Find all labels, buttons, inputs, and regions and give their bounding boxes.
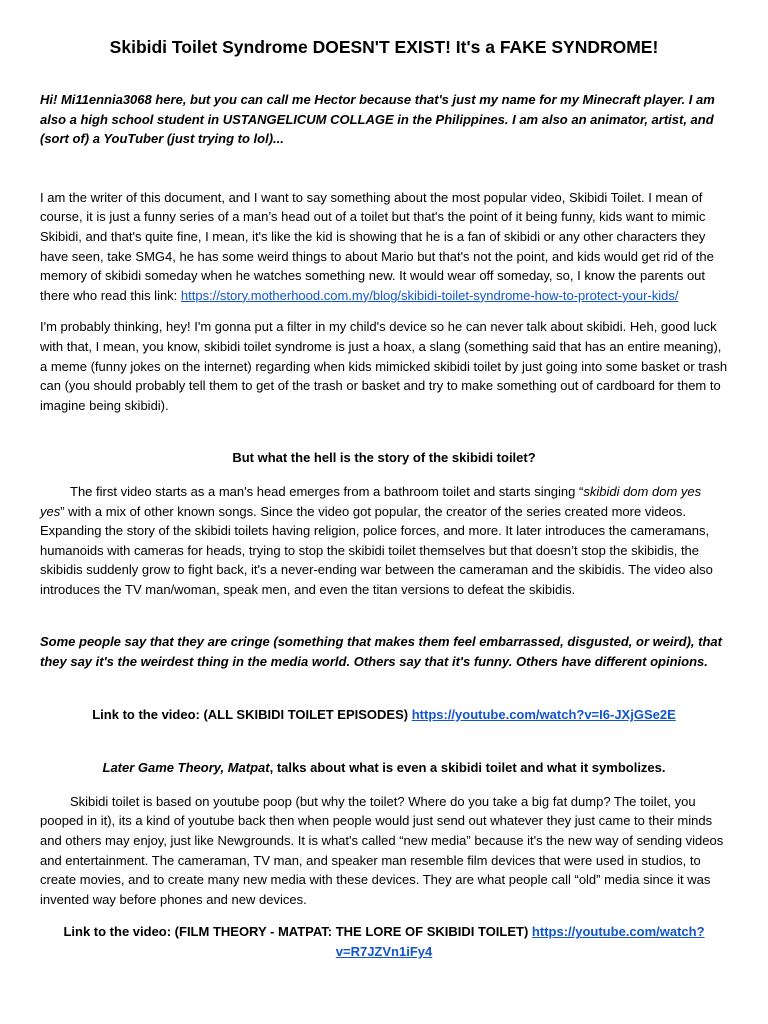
filter-paragraph: I'm probably thinking, hey! I'm gonna put a filter in my child's device so he can never talk about skibidi. Heh, good luck with that, I mean, you know, skibidi toilet syndrome is just a hoax, a slang (something said that has an entire meaning), a meme (funny jokes on the internet) regarding when kids mimicked skibidi toilet by just going into some basket or trash can (you should probably tell them to get of the trash or basket and try to make something out of cardboard for them to imagine being skibidi).	[40, 319, 728, 413]
song-lyric: skibidi dom dom yes yes	[40, 483, 702, 519]
video-link-film-theory-label: Link to the video: (FILM THEORY - MATPAT: THE LORE OF SKIBIDI TOILET)	[63, 924, 532, 940]
writer-paragraph	[40, 188, 728, 306]
episodes-video-link[interactable]: https://youtube.com/watch?v=I6-JXjGSe2E	[411, 706, 676, 722]
opinions-paragraph: Some people say that they are cringe (something that makes them feel embarrassed, disgusted, or weird), that they say it's the weirdest thing in the media world. Others say that it's funny. Others have different opinions.	[40, 634, 722, 670]
story-text-before: The first video starts as a man's head emerges from a bathroom toilet and starts singing “	[70, 483, 584, 499]
motherhood-article-link[interactable]: https://story.motherhood.com.my/blog/skibidi-toilet-syndrome-how-to-protect-your-kids/	[180, 287, 679, 303]
video-link-film-theory	[40, 922, 728, 961]
intro-paragraph: Hi! Mi11ennia3068 here, but you can call me Hector because that's just my name for my Minecraft player. I am also a high school student in USTANGELICUM COLLAGE in the Philippines. I am also an animator, artist, and (sort of) a YouTuber (just trying to lol)...	[40, 92, 715, 147]
writer-paragraph-text: I am the writer of this document, and I want to say something about the most popular video, Skibidi Toilet. I mean of course, it is just a funny series of a man’s head out of a toilet but that's the point of it being funny, kids want to mimic Skibidi, and that's quite fine, I mean, it's like the kid is showing that he is a fan of skibidi or any other characters they have seen, take SMG4, he has some weird things to about Mario but that's not the point, and kids would get rid of the memory of skibidi someday when he watches something new. It would wear off someday, so, I know the parents out there who read this link:	[40, 189, 714, 303]
video-link-episodes	[40, 705, 728, 725]
game-theory-rest: , talks about what is even a skibidi toilet and what it symbolizes.	[269, 760, 666, 776]
film-theory-link-part1: https://youtube.com/watch?	[531, 924, 705, 940]
film-theory-link-part2: v=R7JZVn1iFy4	[335, 944, 433, 959]
story-paragraph	[40, 482, 728, 600]
game-theory-heading	[40, 758, 728, 778]
video-link-episodes-label: Link to the video: (ALL SKIBIDI TOILET EPISODES)	[92, 706, 412, 722]
youtube-poop-paragraph: Skibidi toilet is based on youtube poop (but why the toilet? Where do you take a big fat dump? The toilet, you pooped in it), its a kind of youtube back then when people would just send out whatever they just came to their minds and others may enjoy, just like Newgrounds. It is what's called “new media” because it's the new way of sending videos and entertainment. The cameraman, TV man, and speaker man resemble film devices that were used in studios, to create movies, and to create many new media with these devices. They are what people call “old” media since it was invented way before phones and new devices.	[40, 793, 724, 907]
document-title: Skibidi Toilet Syndrome DOESN'T EXIST! It's a FAKE SYNDROME!	[109, 37, 659, 57]
story-heading: But what the hell is the story of the skibidi toilet?	[232, 450, 536, 466]
game-theory-name: Later Game Theory, Matpat	[102, 760, 270, 776]
story-text-after: ” with a mix of other known songs. Since the video got popular, the creator of the series created more videos. Expanding the story of the skibidi toilets having religion, police forces, and more. It later introduces the cameramans, humanoids with cameras for heads, trying to stop the skibidi toilet themselves but that doesn’t stop the skibidis, the skibidis suddenly grow to fight back, it's a never-ending war between the cameraman and the skibidis. The video also introduces the TV man/woman, speak men, and even the titan versions to defeat the skibidis.	[40, 503, 713, 597]
